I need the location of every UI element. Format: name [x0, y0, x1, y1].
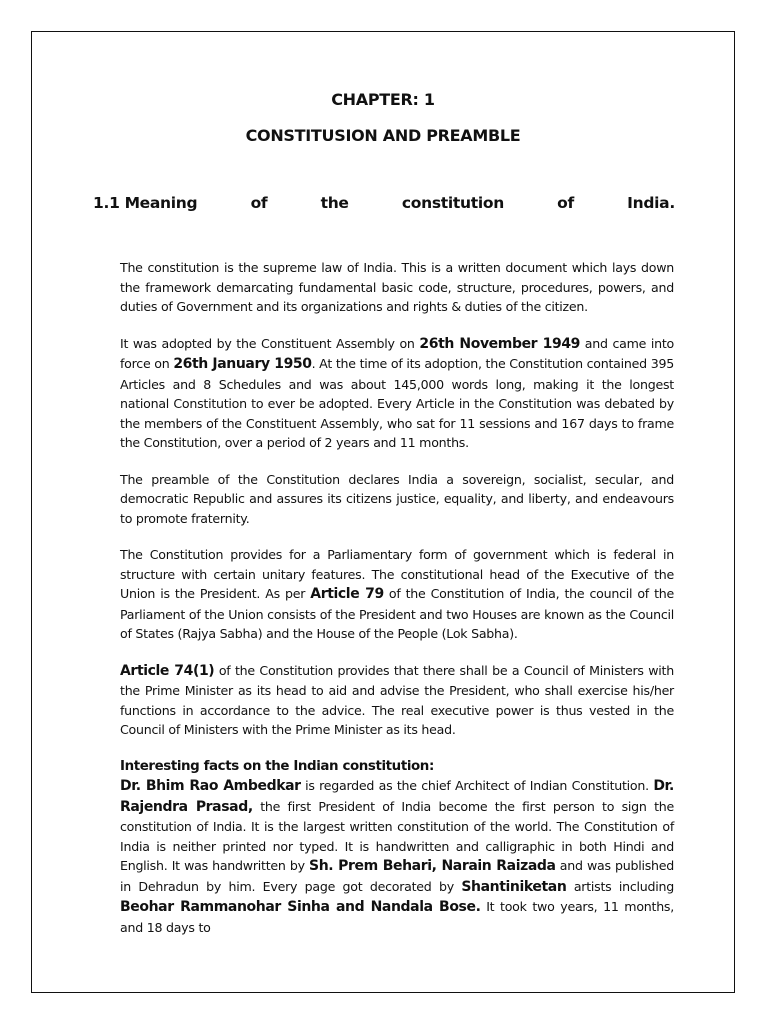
facts-heading: Interesting facts on the Indian constitution: — [120, 758, 434, 774]
name-beohar-nandala: Beohar Rammanohar Sinha and Nandala Bose. — [120, 899, 481, 915]
text-span: is regarded as the chief Architect of Indian Constitution. — [300, 778, 654, 793]
text-span: It was adopted by the Constituent Assembly on — [120, 335, 420, 351]
text-span: The Constitution provides for a Parliamentary form of government which is federal in structure with certain unitary features. The constitutional head of the Executive of the Union is the President. As per — [120, 547, 674, 601]
section-title-word: India. — [627, 194, 675, 212]
section-title-word: constitution — [401, 194, 504, 212]
text-span: of the Constitution of India, the council of the Parliament of the Union consists of the President and two Houses are known as the Council of States (Rajya Sabha) and the House of the People (Lok Sabha). — [120, 586, 674, 641]
section-title-word: Meaning — [124, 194, 198, 212]
chapter-title: CONSTITUSION AND PREAMBLE — [245, 126, 521, 145]
section-title-word: of — [250, 194, 268, 212]
text-span: and was published in Dehradun by him. Every page got decorated by — [120, 858, 674, 894]
paragraph-facts — [120, 776, 674, 937]
paragraph-council-of-ministers — [120, 661, 674, 740]
section-title-word: of — [557, 194, 574, 212]
text-span: of the Constitution provides that there shall be a Council of Ministers with the Prime Minister as its head to aid and advise the President, who shall exercise his/her functions in accordance to the advice. The real executive power is thus vested in the Council of Ministers with the Prime Minister as its head. — [120, 662, 674, 737]
name-ambedkar: Dr. Bhim Rao Ambedkar — [120, 778, 301, 794]
paragraph-definition: The constitution is the supreme law of India. This is a written document which lays down the framework demarcating fundamental basic code, structure, procedures, powers, and duties of Government and its organizations and rights & duties of the citizen. — [120, 260, 674, 314]
paragraph-adoption — [120, 334, 674, 453]
section-number: 1.1 — [93, 194, 120, 212]
document-page — [31, 31, 735, 993]
article-79: Article 79 — [310, 586, 384, 602]
text-span: and came into force on — [120, 335, 675, 371]
article-74-1: Article 74(1) — [120, 662, 215, 679]
text-span: artists including — [566, 878, 674, 894]
name-prem-behari: Sh. Prem Behari, Narain Raizada — [309, 858, 556, 874]
name-rajendra-prasad: Dr. Rajendra Prasad, — [120, 778, 674, 815]
text-span: It took two years, 11 months, and 18 days to — [120, 899, 674, 935]
date-january-1950: 26th January 1950 — [173, 356, 312, 372]
body-text — [120, 258, 674, 954]
name-shantiniketan: Shantiniketan — [461, 878, 567, 895]
section-title — [125, 194, 675, 212]
paragraph-preamble: The preamble of the Constitution declares India a sovereign, socialist, secular, and democratic Republic and assures its citizens justice, equality, and liberty, and endeavours to promote fraternity. — [120, 471, 674, 526]
paragraph-parliamentary — [120, 545, 674, 644]
chapter-label: CHAPTER: 1 — [331, 90, 435, 109]
section-heading — [93, 194, 675, 212]
section-title-word: the — [320, 194, 349, 212]
date-november-1949: 26th November 1949 — [419, 335, 581, 352]
text-span: the first President of India become the first person to sign the constitution of India. It is the largest written constitution of the world. The Constitution of India is neither printed nor typed. It is handwritten and calligraphic in both Hindi and English. It was handwritten by — [120, 798, 674, 873]
text-span: . At the time of its adoption, the Constitution contained 395 Articles and 8 Schedules and was about 145,000 words long, making it the longest national Constitution to ever be adopted. Every Article in the Constitution was debated by the members of the Constituent Assembly, who sat for 11 sessions and 167 days to frame the Constitution, over a period of 2 years and 11 months. — [120, 356, 674, 450]
